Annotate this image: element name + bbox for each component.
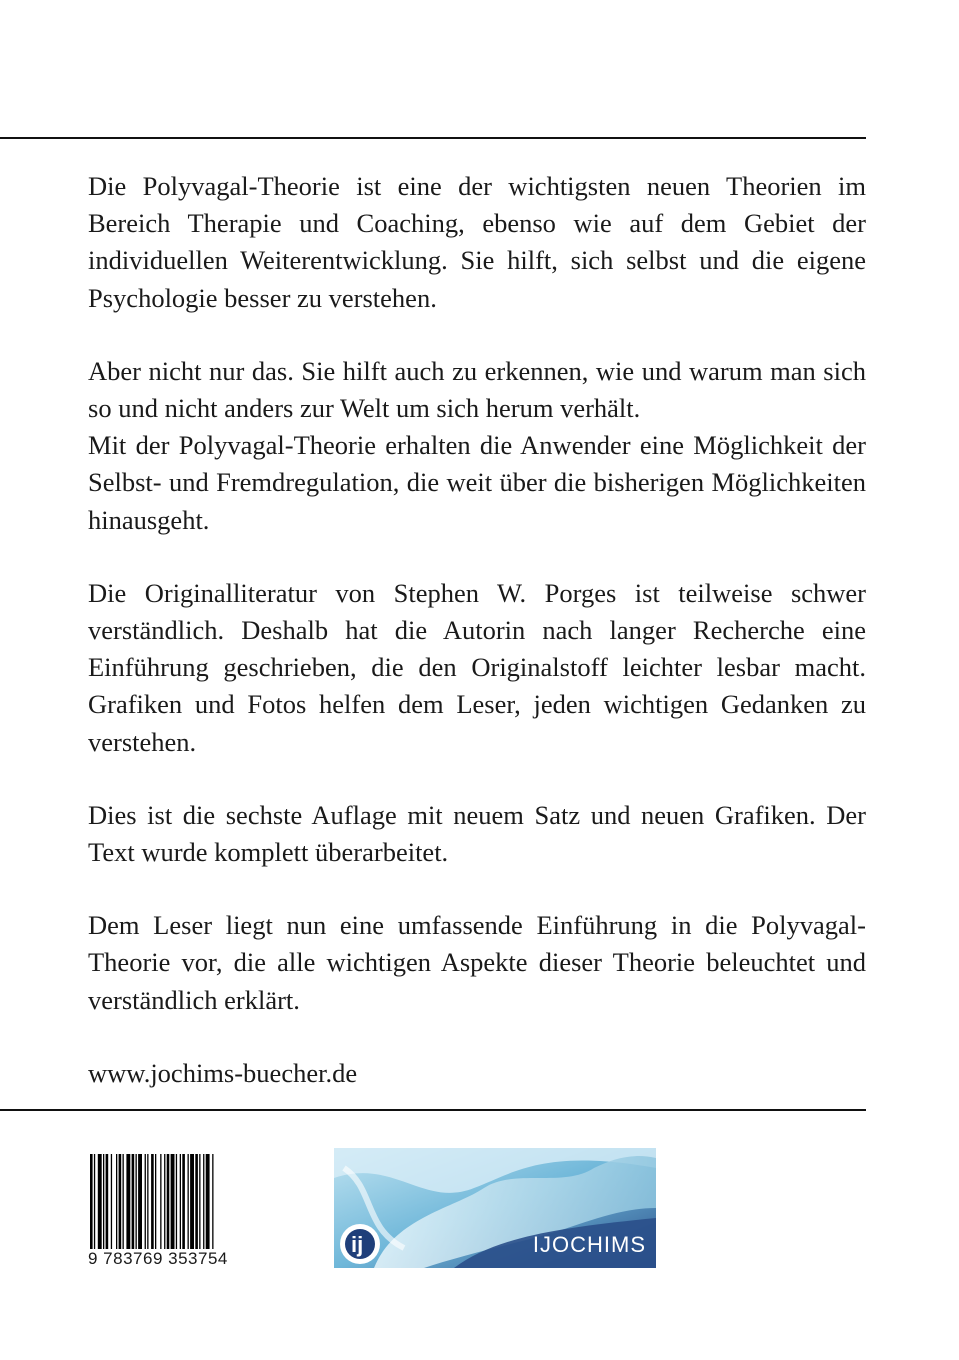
barcode-bar [176, 1154, 177, 1254]
barcode-bar [106, 1154, 109, 1254]
barcode-bar [132, 1154, 135, 1254]
barcode-bar [145, 1154, 146, 1254]
barcode-bar [103, 1154, 104, 1254]
barcode-bar [136, 1154, 137, 1254]
barcode-bar [138, 1154, 142, 1254]
barcode-bar [126, 1154, 130, 1254]
barcode-bar [160, 1154, 161, 1254]
isbn-number: 9 783769 353754 [88, 1249, 252, 1269]
barcode-bar [188, 1154, 189, 1254]
barcode-bar [116, 1154, 117, 1254]
svg-text:ij: ij [351, 1232, 364, 1257]
barcode-bar [151, 1154, 154, 1254]
barcode-bar [206, 1154, 210, 1254]
barcode-bar [171, 1154, 175, 1254]
barcode-bar [111, 1154, 112, 1254]
barcode-bar [123, 1154, 124, 1254]
barcode-bar [119, 1154, 122, 1254]
barcode-bar [155, 1154, 156, 1254]
paragraph-original-literature: Die Originalliteratur von Stephen W. Porges ist teilweise schwer verständlich. Deshalb hat die Autorin nach langer Recherche eine Einführung geschrieben, die den Originalstoff leichter lesbar macht. Grafiken und Fotos helfen dem Leser, jeden wichtigen Gedanken zu verstehen. [88, 577, 866, 757]
barcode-bar [167, 1154, 170, 1254]
paragraph-not-only: Aber nicht nur das. Sie hilft auch zu erkennen, wie und warum man sich so und nicht anders zur Welt um sich herum verhält. [88, 355, 866, 424]
barcode-bar [182, 1154, 185, 1254]
barcode-bar [98, 1154, 102, 1254]
website-url[interactable]: www.jochims-buecher.de [88, 1057, 358, 1088]
bottom-divider [0, 1109, 866, 1111]
barcode-bar [164, 1154, 165, 1254]
barcode-bar [180, 1154, 181, 1254]
barcode-bar [203, 1154, 204, 1254]
paragraph-edition: Dies ist die sechste Auflage mit neuem Satz und neuen Grafiken. Der Text wurde komplett überarbeitet. [88, 799, 866, 868]
paragraph-regulation: Mit der Polyvagal-Theorie erhalten die Anwender eine Möglichkeit der Selbst- und Fremdregulation, die weit über die bisherigen Möglichkeiten hinausgeht. [88, 430, 866, 535]
back-cover-text [88, 168, 866, 1092]
barcode-bar [94, 1154, 95, 1254]
top-divider [0, 137, 866, 139]
barcode-bar [90, 1154, 93, 1254]
publisher-logo-text: IJOCHIMS [532, 1232, 646, 1257]
paragraph-summary: Dem Leser liegt nun eine umfassende Einführung in die Polyvagal-Theorie vor, die alle wichtigen Aspekte dieser Theorie beleuchtet und verständlich erklärt. [88, 910, 866, 1015]
barcode-bar [199, 1154, 200, 1254]
barcode-bar [195, 1154, 198, 1254]
barcode-bar [212, 1154, 213, 1254]
barcode-bar [147, 1154, 148, 1254]
publisher-logo [334, 1148, 656, 1268]
barcode-bar [190, 1154, 194, 1254]
paragraph-intro: Die Polyvagal-Theorie ist eine der wichtigsten neuen Theorien im Bereich Therapie und Coaching, ebenso wie auf dem Gebiet der individuellen Weiterentwicklung. Sie hilft, sich selbst und die eigene Psychologie besser zu verstehen. [88, 171, 866, 313]
